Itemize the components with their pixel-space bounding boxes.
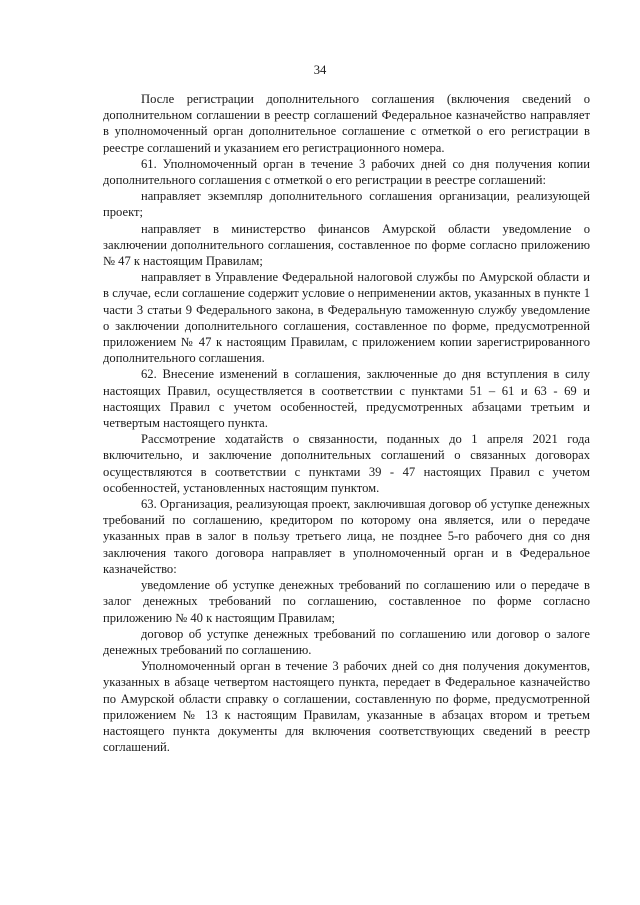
paragraph-63-item-1: уведомление об уступке денежных требований по соглашению или о передаче в залог денежных требований по соглашению, составленное по форме согласно приложению № 40 к настоящим Правилам;	[103, 578, 590, 625]
paragraph-61-item-3: направляет в Управление Федеральной налоговой службы по Амурской области и в случае, если соглашение содержит условие о неприменении актов, указанных в пункте 1 части 3 статьи 9 Федерального закона, в Федеральную таможенную службу уведомление о заключении дополнительного соглашения, составленное по форме, предусмотренной приложением № 47 к настоящим Правилам, с приложением копии зарегистрированного дополнительного соглашения.	[103, 270, 590, 366]
paragraph-61-item-2: направляет в министерство финансов Амурской области уведомление о заключении дополнительного соглашения, составленное по форме согласно приложению № 47 к настоящим Правилам;	[103, 221, 590, 269]
paragraph-61: 61. Уполномоченный орган в течение 3 рабочих дней со дня получения копии дополнительного соглашения с отметкой о его регистрации в реестре соглашений:	[103, 156, 590, 188]
paragraph-61-item-1: направляет экземпляр дополнительного соглашения организации, реализующей проект;	[103, 189, 590, 220]
paragraph-63-item-2: договор об уступке денежных требований по соглашению или договор о залоге денежных требований по соглашению.	[103, 626, 590, 657]
paragraph-62-continued: Рассмотрение ходатайств о связанности, поданных до 1 апреля 2021 года включительно, и заключение дополнительных соглашений о связанных договорах осуществляются в соответствии с пунктами 39 - 47 настоящих Правил с учетом особенностей, установленных настоящим пунктом.	[103, 432, 590, 495]
document-body	[103, 91, 590, 755]
paragraph-63: 63. Организация, реализующая проект, заключившая договор об уступке денежных требований по соглашению, кредитором по которому она является, или о передаче указанных прав в залог в пользу третьего лица, не позднее 5-го рабочего дня со дня заключения такого договора направляет в уполномоченный орган и в Федеральное казначейство:	[103, 497, 590, 576]
page-number: 34	[313, 63, 327, 77]
paragraph-62: 62. Внесение изменений в соглашения, заключенные до дня вступления в силу настоящих Правил, осуществляется в соответствии с пунктами 51 – 61 и 63 - 69 и настоящих Правил с учетом особенностей, предусмотренных абзацами третьим и четвертым настоящего пункта.	[103, 367, 590, 431]
paragraph-63-continued: Уполномоченный орган в течение 3 рабочих дней со дня получения документов, указанных в абзаце четвертом настоящего пункта, передает в Федеральное казначейство по Амурской области справку о соглашении, составленную по форме, предусмотренной приложением № 13 к настоящим Правилам, указанные в абзацах втором и третьем настоящего пункта документы для включения соответствующих сведений в реестр соглашений.	[103, 659, 590, 755]
paragraph-registration-notice: После регистрации дополнительного соглашения (включения сведений о дополнительном соглашении в реестр соглашений Федеральное казначейство направляет в уполномоченный орган дополнительное соглашение с отметкой о его регистрации в реестре соглашений и указанием его регистрационного номера.	[103, 92, 590, 155]
